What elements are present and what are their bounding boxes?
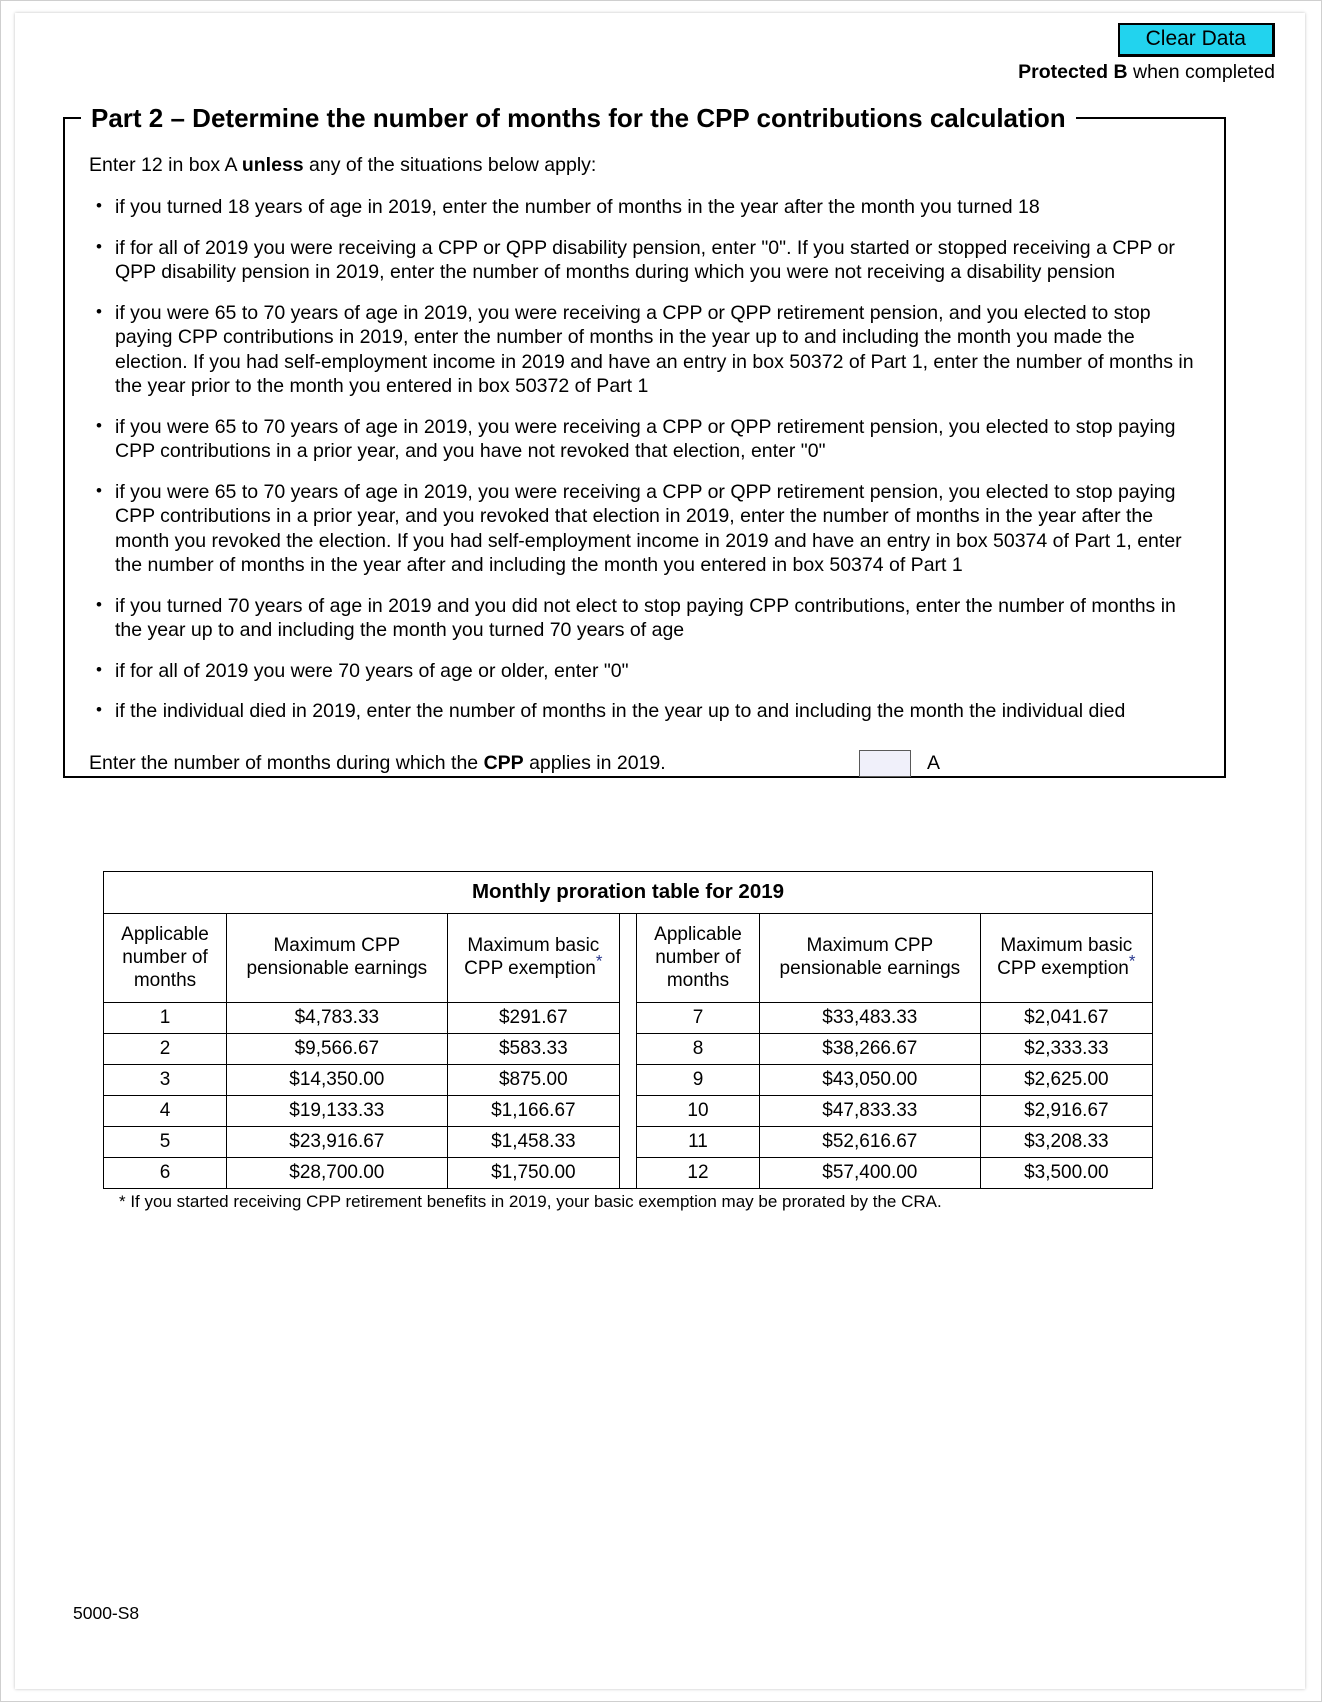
col-months-line2: number of — [655, 946, 741, 968]
table-row — [637, 1096, 1152, 1127]
proration-table-title: Monthly proration table for 2019 — [104, 872, 1152, 914]
cell-exemption: $291.67 — [447, 1003, 619, 1034]
cell-earnings: $23,916.67 — [227, 1127, 448, 1158]
col-exemption-line2: CPP exemption — [464, 958, 596, 979]
table-row — [104, 1158, 619, 1189]
cell-earnings: $33,483.33 — [760, 1003, 981, 1034]
col-exemption-line2: CPP exemption — [997, 958, 1129, 979]
cell-exemption: $583.33 — [447, 1034, 619, 1065]
table-row — [104, 1127, 619, 1158]
col-months-line3: months — [666, 969, 730, 991]
box-a-row — [89, 750, 1198, 777]
list-item: • if you were 65 to 70 years of age in 2019, you were receiving a CPP or QPP retirement pension, you elected to stop paying CPP contributions in a prior year, and you revoked that election in 2019, enter the number of months in the year after the month you revoked the election. If you had self-employment income in 2019 and have an entry in box 50374 of Part 1, enter the number of months in the year after and including the month you entered in box 50374 of Part 1 — [89, 480, 1198, 578]
footnote-marker-icon: * — [1128, 951, 1136, 971]
col-header-months — [104, 914, 227, 1003]
form-code-label: 5000-S8 — [73, 1603, 140, 1623]
clear-data-button[interactable]: Clear Data — [1118, 23, 1275, 57]
table-header-row — [637, 914, 1152, 1003]
cell-months: 3 — [104, 1065, 227, 1096]
table-header-row — [104, 914, 619, 1003]
cell-earnings: $52,616.67 — [760, 1127, 981, 1158]
protected-b-suffix: when completed — [1127, 61, 1275, 83]
table-row — [637, 1065, 1152, 1096]
table-footnote: * If you started receiving CPP retirement benefits in 2019, your basic exemption may be prorated by the CRA. — [119, 1192, 942, 1211]
intro-text-unless: unless — [241, 154, 304, 176]
part2-content — [63, 117, 1226, 777]
table-row — [104, 1065, 619, 1096]
list-item: • if you were 65 to 70 years of age in 2019, you were receiving a CPP or QPP retirement pension, you elected to stop paying CPP contributions in a prior year, and you have not revoked that election, enter "0" — [89, 415, 1198, 464]
proration-left-half — [104, 914, 619, 1188]
col-earnings-line1: Maximum CPP — [806, 935, 934, 956]
col-header-months — [637, 914, 760, 1003]
proration-table — [103, 871, 1153, 1189]
cell-exemption: $875.00 — [447, 1065, 619, 1096]
box-a-label — [89, 751, 666, 776]
cell-months: 1 — [104, 1003, 227, 1034]
cell-months: 6 — [104, 1158, 227, 1189]
cell-months: 8 — [637, 1034, 760, 1065]
cell-exemption: $2,041.67 — [980, 1003, 1152, 1034]
cell-exemption: $1,458.33 — [447, 1127, 619, 1158]
part2-intro — [89, 153, 1198, 178]
col-header-earnings — [760, 914, 981, 1003]
box-a-label-before: Enter the number of months during which the — [89, 751, 484, 774]
table-row — [637, 1034, 1152, 1065]
col-header-earnings — [227, 914, 448, 1003]
list-item: • if the individual died in 2019, enter the number of months in the year up to and including the month the individual died — [89, 699, 1198, 724]
cell-months: 2 — [104, 1034, 227, 1065]
cell-months: 9 — [637, 1065, 760, 1096]
cell-months: 7 — [637, 1003, 760, 1034]
cell-exemption: $1,750.00 — [447, 1158, 619, 1189]
col-exemption-line1: Maximum basic — [467, 935, 600, 956]
proration-table-body — [104, 914, 1152, 1188]
protected-b-notice — [755, 61, 1275, 84]
cell-earnings: $38,266.67 — [760, 1034, 981, 1065]
table-row — [637, 1003, 1152, 1034]
box-a-group — [859, 750, 940, 777]
cell-earnings: $4,783.33 — [227, 1003, 448, 1034]
col-months-line3: months — [133, 969, 197, 991]
col-earnings-line2: pensionable earnings — [779, 958, 961, 979]
table-row — [104, 1096, 619, 1127]
intro-text-before: Enter 12 in box A — [89, 154, 242, 176]
cell-exemption: $3,500.00 — [980, 1158, 1152, 1189]
cell-earnings: $47,833.33 — [760, 1096, 981, 1127]
box-a-label-after: applies in 2019. — [523, 751, 666, 774]
table-divider — [619, 914, 637, 1188]
list-item: • if for all of 2019 you were receiving a CPP or QPP disability pension, enter "0". If you started or stopped receiving a CPP or QPP disability pension in 2019, enter the number of months during which you were not receiving a disability pension — [89, 236, 1198, 285]
table-row — [637, 1158, 1152, 1189]
col-earnings-line2: pensionable earnings — [246, 958, 428, 979]
cell-earnings: $43,050.00 — [760, 1065, 981, 1096]
cell-exemption: $2,916.67 — [980, 1096, 1152, 1127]
col-earnings-line1: Maximum CPP — [273, 935, 401, 956]
box-a-letter: A — [926, 751, 940, 774]
box-a-input[interactable] — [859, 750, 911, 777]
cell-months: 5 — [104, 1127, 227, 1158]
cell-earnings: $19,133.33 — [227, 1096, 448, 1127]
cell-exemption: $2,333.33 — [980, 1034, 1152, 1065]
proration-right-half — [637, 914, 1152, 1188]
cell-earnings: $57,400.00 — [760, 1158, 981, 1189]
list-item: • if you turned 18 years of age in 2019, enter the number of months in the year after the month you turned 18 — [89, 195, 1198, 220]
table-row — [637, 1127, 1152, 1158]
box-a-label-cpp: CPP — [483, 751, 524, 774]
cell-earnings: $9,566.67 — [227, 1034, 448, 1065]
footnote-marker-icon: * — [595, 951, 603, 971]
cell-exemption: $3,208.33 — [980, 1127, 1152, 1158]
condition-list — [89, 195, 1198, 724]
col-months-line2: number of — [122, 946, 208, 968]
cell-months: 10 — [637, 1096, 760, 1127]
col-header-exemption — [447, 914, 619, 1003]
cell-months: 11 — [637, 1127, 760, 1158]
cell-months: 12 — [637, 1158, 760, 1189]
col-header-exemption — [980, 914, 1152, 1003]
table-row — [104, 1003, 619, 1034]
cell-earnings: $14,350.00 — [227, 1065, 448, 1096]
protected-b-label: Protected B — [1018, 61, 1128, 83]
part2-title: Part 2 – Determine the number of months for the CPP contributions calculation — [81, 102, 1076, 134]
page-header — [755, 23, 1275, 84]
table-row — [104, 1034, 619, 1065]
cell-months: 4 — [104, 1096, 227, 1127]
list-item: • if you were 65 to 70 years of age in 2019, you were receiving a CPP or QPP retirement pension, and you elected to stop paying CPP contributions in 2019, enter the number of months in the year up to and including the month you made the election. If you had self-employment income in 2019 and have an entry in box 50372 of Part 1, enter the number of months in the year prior to the month you entered in box 50372 of Part 1 — [89, 301, 1198, 399]
cell-exemption: $1,166.67 — [447, 1096, 619, 1127]
list-item: • if for all of 2019 you were 70 years of age or older, enter "0" — [89, 659, 1198, 684]
cell-earnings: $28,700.00 — [227, 1158, 448, 1189]
col-exemption-line1: Maximum basic — [1000, 935, 1133, 956]
list-item: • if you turned 70 years of age in 2019 and you did not elect to stop paying CPP contributions, enter the number of months in the year up to and including the month you turned 70 years of age — [89, 594, 1198, 643]
intro-text-after: any of the situations below apply: — [303, 154, 597, 176]
col-months-line1: Applicable — [121, 923, 209, 945]
col-months-line1: Applicable — [654, 923, 742, 945]
cell-exemption: $2,625.00 — [980, 1065, 1152, 1096]
form-sheet — [15, 13, 1305, 1689]
